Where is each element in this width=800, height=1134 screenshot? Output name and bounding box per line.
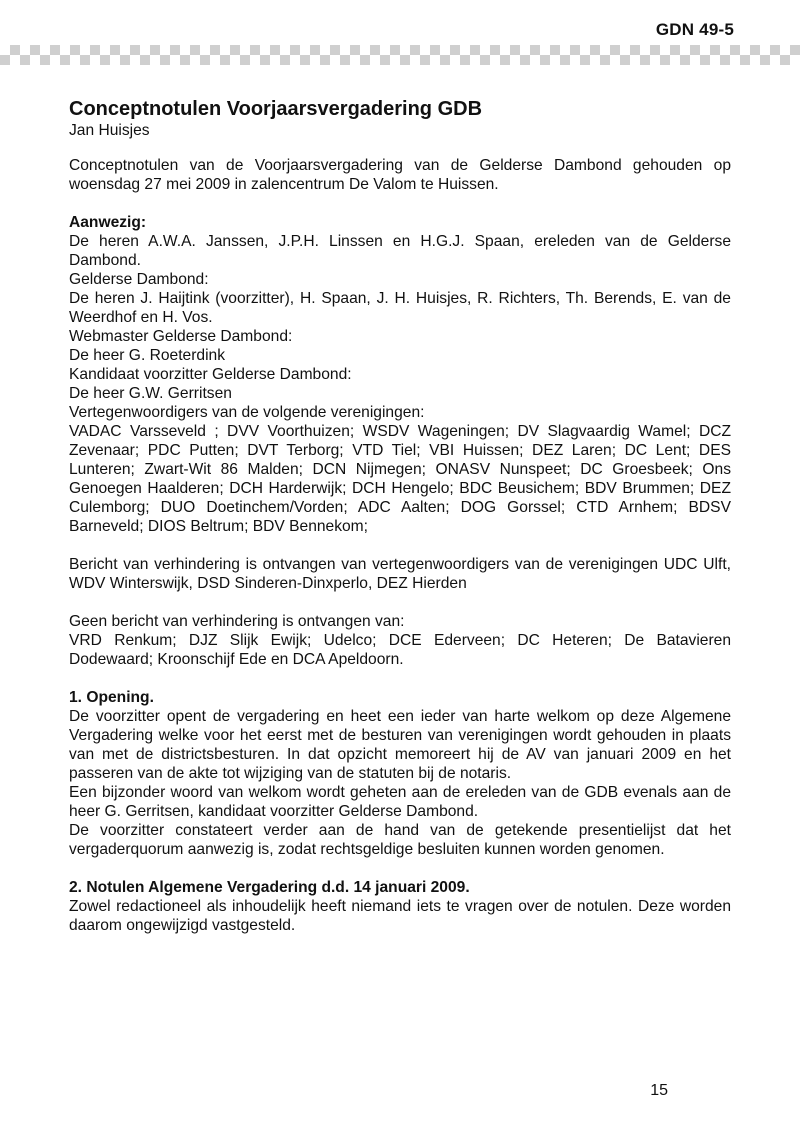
section-1-paragraph: De voorzitter opent de vergadering en heet een ieder van harte welkom op deze Algemene Vergadering welke voor het eerst met de besturen van verenigingen wordt gehouden in plaats van met de districtsbesturen. In dat opzicht memoreert hij de AV van januari 2009 en het passeren van de akte tot wijziging van de statuten bij de notaris. <box>69 708 731 782</box>
section-2-heading: 2. Notulen Algemene Vergadering d.d. 14 januari 2009. <box>69 879 470 896</box>
author: Jan Huisjes <box>69 122 150 139</box>
section-1-heading: 1. Opening. <box>69 689 154 706</box>
verhindering-paragraph: Bericht van verhindering is ontvangen van vertegenwoordigers van de verenigingen UDC Ulft, WDV Winterswijk, DSD Sinderen-Dinxperlo, DEZ Hierden <box>69 556 731 592</box>
aanwezig-line: De heer G. Roeterdink <box>69 347 226 364</box>
aanwezig-line: Webmaster Gelderse Dambond: <box>69 328 293 345</box>
section-2-paragraph: Zowel redactioneel als inhoudelijk heeft niemand iets te vragen over de notulen. Deze worden daarom ongewijzigd vastgesteld. <box>69 898 731 934</box>
section-1-paragraph: Een bijzonder woord van welkom wordt geheten aan de ereleden van de GDB evenals aan de heer G. Gerritsen, kandidaat voorzitter Gelderse Dambond. <box>69 784 731 820</box>
section-1-paragraph: De voorzitter constateert verder aan de hand van de getekende presentielijst dat het vergaderquorum aanwezig is, zodat rechtsgeldige besluiten kunnen worden genomen. <box>69 822 731 858</box>
issue-label: GDN 49-5 <box>655 20 734 39</box>
aanwezig-heading: Aanwezig: <box>69 214 147 231</box>
section-2-body <box>69 897 731 935</box>
section-1-body <box>69 707 731 859</box>
geen-bericht-paragraph: VRD Renkum; DJZ Slijk Ewijk; Udelco; DCE Ederveen; DC Heteren; De Batavieren Dodewaard; Kroonschijf Ede en DCA Apeldoorn. <box>69 632 731 668</box>
checker-band <box>0 45 800 65</box>
document-body <box>69 97 731 935</box>
aanwezig-line: De heer G.W. Gerritsen <box>69 385 232 402</box>
aanwezig-list <box>69 232 731 536</box>
aanwezig-line: De heren J. Haijtink (voorzitter), H. Spaan, J. H. Huisjes, R. Richters, Th. Berends, E. van de Weerdhof en H. Vos. <box>69 290 731 326</box>
page-number: 15 <box>650 1082 668 1099</box>
intro-paragraph: Conceptnotulen van de Voorjaarsvergadering van de Gelderse Dambond gehouden op woensdag 27 mei 2009 in zalencentrum De Valom te Huissen. <box>69 157 731 193</box>
aanwezig-line: Gelderse Dambond: <box>69 271 209 288</box>
aanwezig-line: Vertegenwoordigers van de volgende verenigingen: <box>69 404 425 421</box>
aanwezig-line: VADAC Varsseveld ; DVV Voorthuizen; WSDV Wageningen; DV Slagvaardig Wamel; DCZ Zevenaar; PDC Putten; DVT Terborg; VTD Tiel; VBI Huissen; DEZ Laren; DC Lent; DES Lunteren; Zwart-Wit 86 Malden; DCN Nijmegen; ONASV Nunspeet; DC Groesbeek; Ons Genoegen Haalderen; DCH Harderwijk; DCH Hengelo; BDC Beusichem; BDV Brummen; DEZ Culemborg; DUO Doetinchem/Vorden; ADC Aalten; DOG Gorssel; CTD Arnhem; BDSV Barneveld; DIOS Beltrum; BDV Bennekom; <box>69 423 731 535</box>
aanwezig-line: De heren A.W.A. Janssen, J.P.H. Linssen en H.G.J. Spaan, ereleden van de Gelderse Dambond. <box>69 233 731 269</box>
geen-bericht-heading: Geen bericht van verhindering is ontvangen van: <box>69 613 405 630</box>
aanwezig-line: Kandidaat voorzitter Gelderse Dambond: <box>69 366 352 383</box>
document-title: Conceptnotulen Voorjaarsvergadering GDB <box>69 98 483 120</box>
